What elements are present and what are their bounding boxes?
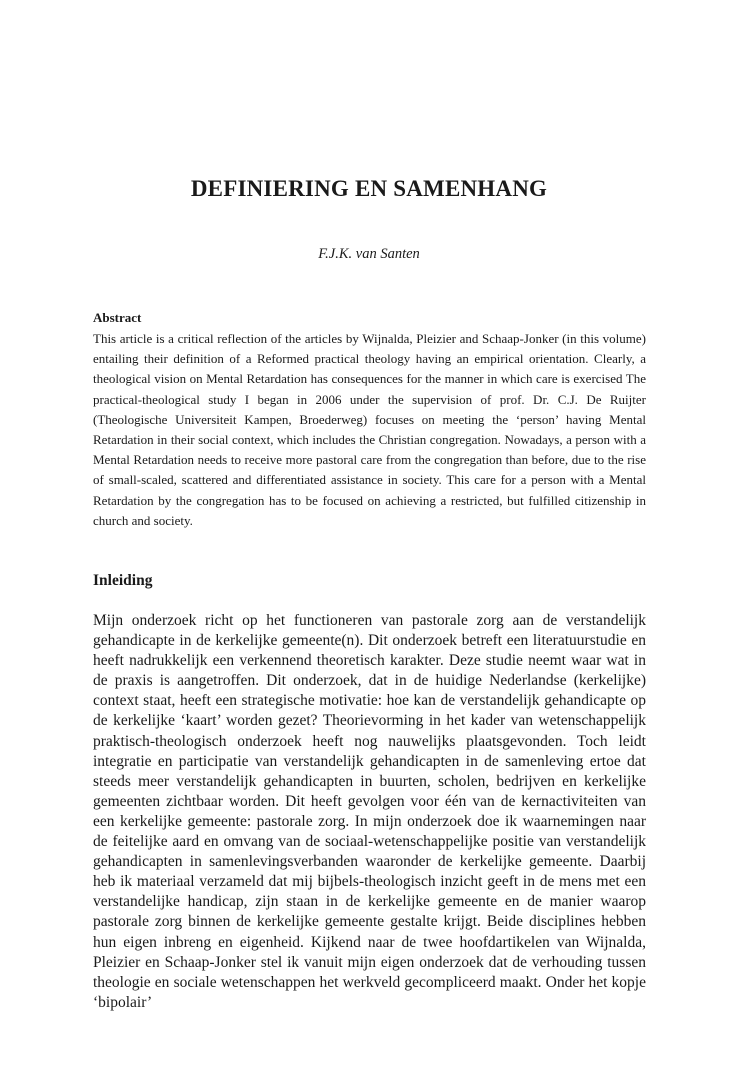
abstract-heading: Abstract — [93, 310, 142, 325]
abstract-text: This article is a critical reflection of the articles by Wijnalda, Pleizier and Schaap-Jonker (in this volume) entailing their definition of a Reformed practical theology having an empirical orientation. Clearly, a theological vision on Mental Retardation has consequences for the manner in which care is exercised The practical-theological study I began in 2006 under the supervision of prof. Dr. C.J. De Ruijter (Theologische Universiteit Kampen, Broederweg) focuses on meeting the ‘person’ having Mental Retardation in their social context, which includes the Christian congregation. Nowadays, a person with a Mental Retardation needs to receive more pastoral care from the congregation than before, due to the rise of small-scaled, scattered and differentiated assistance in society. This care for a person with a Mental Retardation by the congregation has to be focused on achieving a restricted, but fulfilled citizenship in church and society. — [93, 331, 646, 528]
article-author: F.J.K. van Santen — [318, 246, 420, 262]
section-heading-inleiding: Inleiding — [93, 572, 153, 589]
article-title: DEFINIERING EN SAMENHANG — [190, 176, 548, 201]
section-body-text: Mijn onderzoek richt op het functioneren van pastorale zorg aan de verstandelijk gehandicapte in de kerkelijke gemeente(n). Dit onderzoek betreft een literatuurstudie en heeft nadrukkelijk een verkennend theoretisch karakter. Deze studie neemt waar wat in de praxis is aangetroffen. Dit onderzoek, dat in de huidige Nederlandse (kerkelijke) context staat, heeft een strategische motivatie: hoe kan de verstandelijk gehandicapte op de kerkelijke ‘kaart’ worden gezet? Theorievorming in het kader van wetenschappelijk praktisch-theologisch onderzoek heeft nog nauwelijks plaatsgevonden. Toch leidt integratie en participatie van verstandelijk gehandicapten in de samenleving ertoe dat steeds meer verstandelijk gehandicapten in buurten, scholen, bedrijven en kerkelijke gemeenten zichtbaar worden. Dit heeft gevolgen voor één van de kernactiviteiten van een kerkelijke gemeente: pastorale zorg. In mijn onderzoek doe ik waarnemingen naar de feitelijke aard en omvang van de sociaal-wetenschappelijke positie van verstandelijk gehandicapten in samenlevingsverbanden waaronder de kerkelijke gemeente. Daarbij heb ik materiaal verzameld dat mij bijbels-theologisch inzicht geeft in de mens met een verstandelijke handicap, zijn staan in de kerkelijke gemeente en de manier waarop pastorale zorg binnen de kerkelijke gemeente gestalte krijgt. Beide disciplines hebben hun eigen inbreng en eigenheid. Kijkend naar de twee hoofdartikelen van Wijnalda, Pleizier en Schaap-Jonker stel ik vanuit mijn eigen onderzoek dat de verhouding tussen theologie en sociale wetenschappen het werkveld gecompliceerd maakt. Onder het kopje ‘bipolair’ — [93, 612, 646, 1011]
